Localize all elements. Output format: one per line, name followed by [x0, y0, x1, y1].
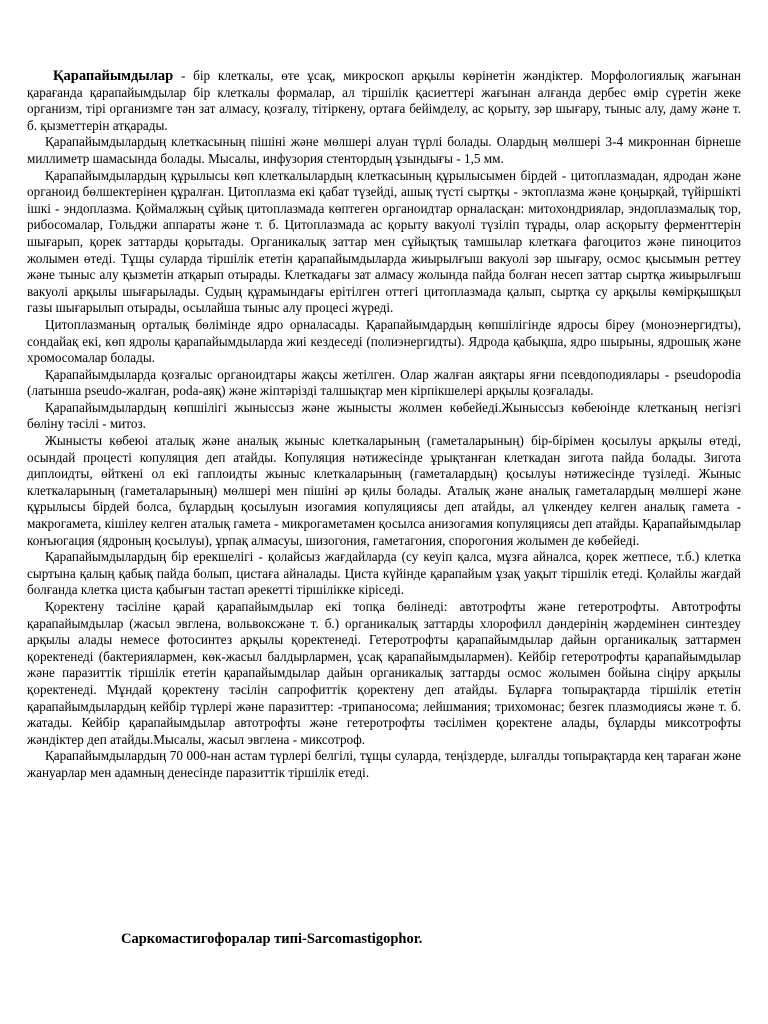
lead-term: Қарапайымдылар — [53, 68, 174, 84]
lead-text: - бір клеткалы, өте ұсақ, микроскоп арқылы көрінетін жәндіктер. Морфологиялық жағынан қарағанда қарапайымдылар бір клеткалы формалар, ал тіршілік қасиеттері жағынан алғанда дербес өмір сүретін жеке организм, тірі организмге тән зат алмасу, қозғалу, тітіркену, ортаға бейімделу, ас қорыту, зәр шығару, тыныс алу, даму және т. б. қызметтерін атқарады. — [27, 68, 741, 133]
paragraph: Цитоплазманың орталық бөлімінде ядро орналасады. Қарапайымдардың көпшілігінде ядросы біреу (моноэнергидты), сондайақ екі, көп ядролы қарапайымдыларда жиі кездеседі (полиэнергидты). Ядрода қабықша, ядро шырыны, ядрошық және хромосомалар болады. — [27, 316, 741, 366]
paragraph: Қарапайымдылардың 70 000-нан астам түрлері белгілі, тұщы суларда, теңіздерде, ылғалды топырақтарда кең тараған және жануарлар мен адамның денесінде паразиттік тіршілік етеді. — [27, 748, 741, 780]
paragraph: Қоректену тәсіліне қарай қарапайымдылар екі топқа бөлінеді: автотрофты және гетеротрофты. Автотрофты қарапайымдылар (жасыл эвглена, вольвоксжәне т. б.) органикалық заттарды хлорофилл дәндерінің жәрдемінен синтездеу арқылы алады немесе фотосинтез арқылы қоректенеді. Гетеротрофты қарапайымдылар дайын органикалық заттармен қоректенеді (бактериялармен, көк-жасыл балдырлармен, ұсақ қарапайымдылармен). Кейбір гетеротрофты қарапайымдылар және паразиттік тіршілік ететін қарапайымдылар дайын органикалық заттарды осмос жолымен бойына сіңіру арқылы қоректенеді. Мұндай қоректену тәсілін сапрофиттік қоректену деп атайды. Бұларға топырақтарда тіршілік ететін қарапайымдылардың кейбір түрлері және паразиттер: -трипаносома; лейшмания; трихомонас; безгек плазмодиясы және т. б. жатады. Кейбір қарапайымдылар автотрофты және гетеротрофты тәсілімен қоректене алады, бұларды миксотрофты жәндіктер деп атайды.Мысалы, жасыл эвглена - миксотроф. — [27, 599, 741, 747]
paragraph: Қарапайымдыларда қозғалыс органоидтары жақсы жетілген. Олар жалған аяқтары яғни псевдоподиялары - pseudopodia (латынша pseudo-жалған, poda-аяқ) және жіптәрізді талшықтар мен кірпікшелері арқылы қозғалады. — [27, 366, 741, 399]
paragraph: Қарапайымдылардың құрылысы көп клеткалылардың клеткасының құрылысымен бірдей - цитоплазмадан, ядродан және органоид бөлшектерінен құралған. Цитоплазма екі қабат түзейді, ашық түсті сыртқы - эктоплазма және қоңырқай, түйіршікті ішкі - эндоплазма. Қоймалжың сұйық цитоплазмада көптеген органоидтар орналасқан: митохондриялар, эндоплазмалық тор, рибосомалар, Гольджи аппараты және т. б. Цитоплазмада ас қорыту вакуолі түзіліп тұрады, олар асқорыту ферменттерін шығарып, қорек заттарды қорытады. Органикалық заттар мен сұйықтық тамшылар клеткаға фагоцитоз және пиноцитоз жолымен өтеді. Тұщы суларда тіршілік ететін қарапайымдыларда жиырылғыш вакуолі зәр шығару, осмос қысымын реттеу және тыныс алу қызметін атқарып отырады. Клеткадағы зат алмасу жолында пайда болған несеп заттар сыртқа жиырылғыш вакуолі арқылы шығарылады. Судың құрамындағы ерітілген оттегі цитоплазмада қалып, сыртқа су арқылы көмірқышқыл газы шығарылып отырады, осылайша тыныс алу процесі жүреді. — [27, 167, 741, 316]
intro-paragraph — [27, 68, 741, 134]
document-body — [27, 68, 741, 782]
section-heading: Саркомастигофоралар типі-Sarcomastigophor. — [121, 931, 423, 947]
paragraph: Қарапайымдылардың көпшілігі жыныссыз және жынысты жолмен көбейеді.Жыныссыз көбеюінде клетканың негізгі бөліну тәсілі - митоз. — [27, 399, 741, 432]
paragraph: Қарапайымдылардың клеткасының пішіні және мөлшері алуан түрлі болады. Олардың мөлшері 3-4 микроннан бірнеше миллиметр шамасында болады. Мысалы, инфузория стентордың ұзындығы - 1,5 мм. — [27, 134, 741, 166]
paragraph: Қарапайымдылардың бір ерекшелігі - қолайсыз жағдайларда (су кеуіп қалса, мұзға айналса, қорек жетпесе, т.б.) клетка сыртына қалың қабық пайда болып, цистаға айналады. Циста күйінде қарапайым ұзақ уақыт тіршілік етеді. Қолайлы жағдай болғанда клетка циста қабығын тастап әрекетті тіршілікке кіріседі. — [27, 549, 741, 598]
paragraph: Жынысты көбеюі аталық және аналық жыныс клеткаларының (гаметаларының) бір-бірімен қосылуы арқылы өтеді, осындай процесті копуляция деп атайды. Копуляция нәтижесінде ұрықтанған клеткадан зигота пайда болады. Зигота диплоидты, өйткені ол екі гаплоидты жыныс клеткаларының (гаметалардың) қосылуы нәтижесінде түзіледі. Жыныс клеткаларының (гаметаларының) мөлшері мен пішіні әр қилы болады. Аталық және аналық гаметалардың мөлшері және құрылысы бірдей болса, бұлардың қосылуын изогамия копуляциясы деп атайды, ал үлкендеу келген аналық гамета - макрогамета, кішілеу келген аталық гамета - микрогаметамен қосылса анизогамия копуляциясы деп атайды. Қарапайымдылар конъюгация (ядроның қосылуы), ұрпақ алмасуы, шизогония, гаметагония, спорогония жолымен де көбейеді. — [27, 433, 741, 548]
